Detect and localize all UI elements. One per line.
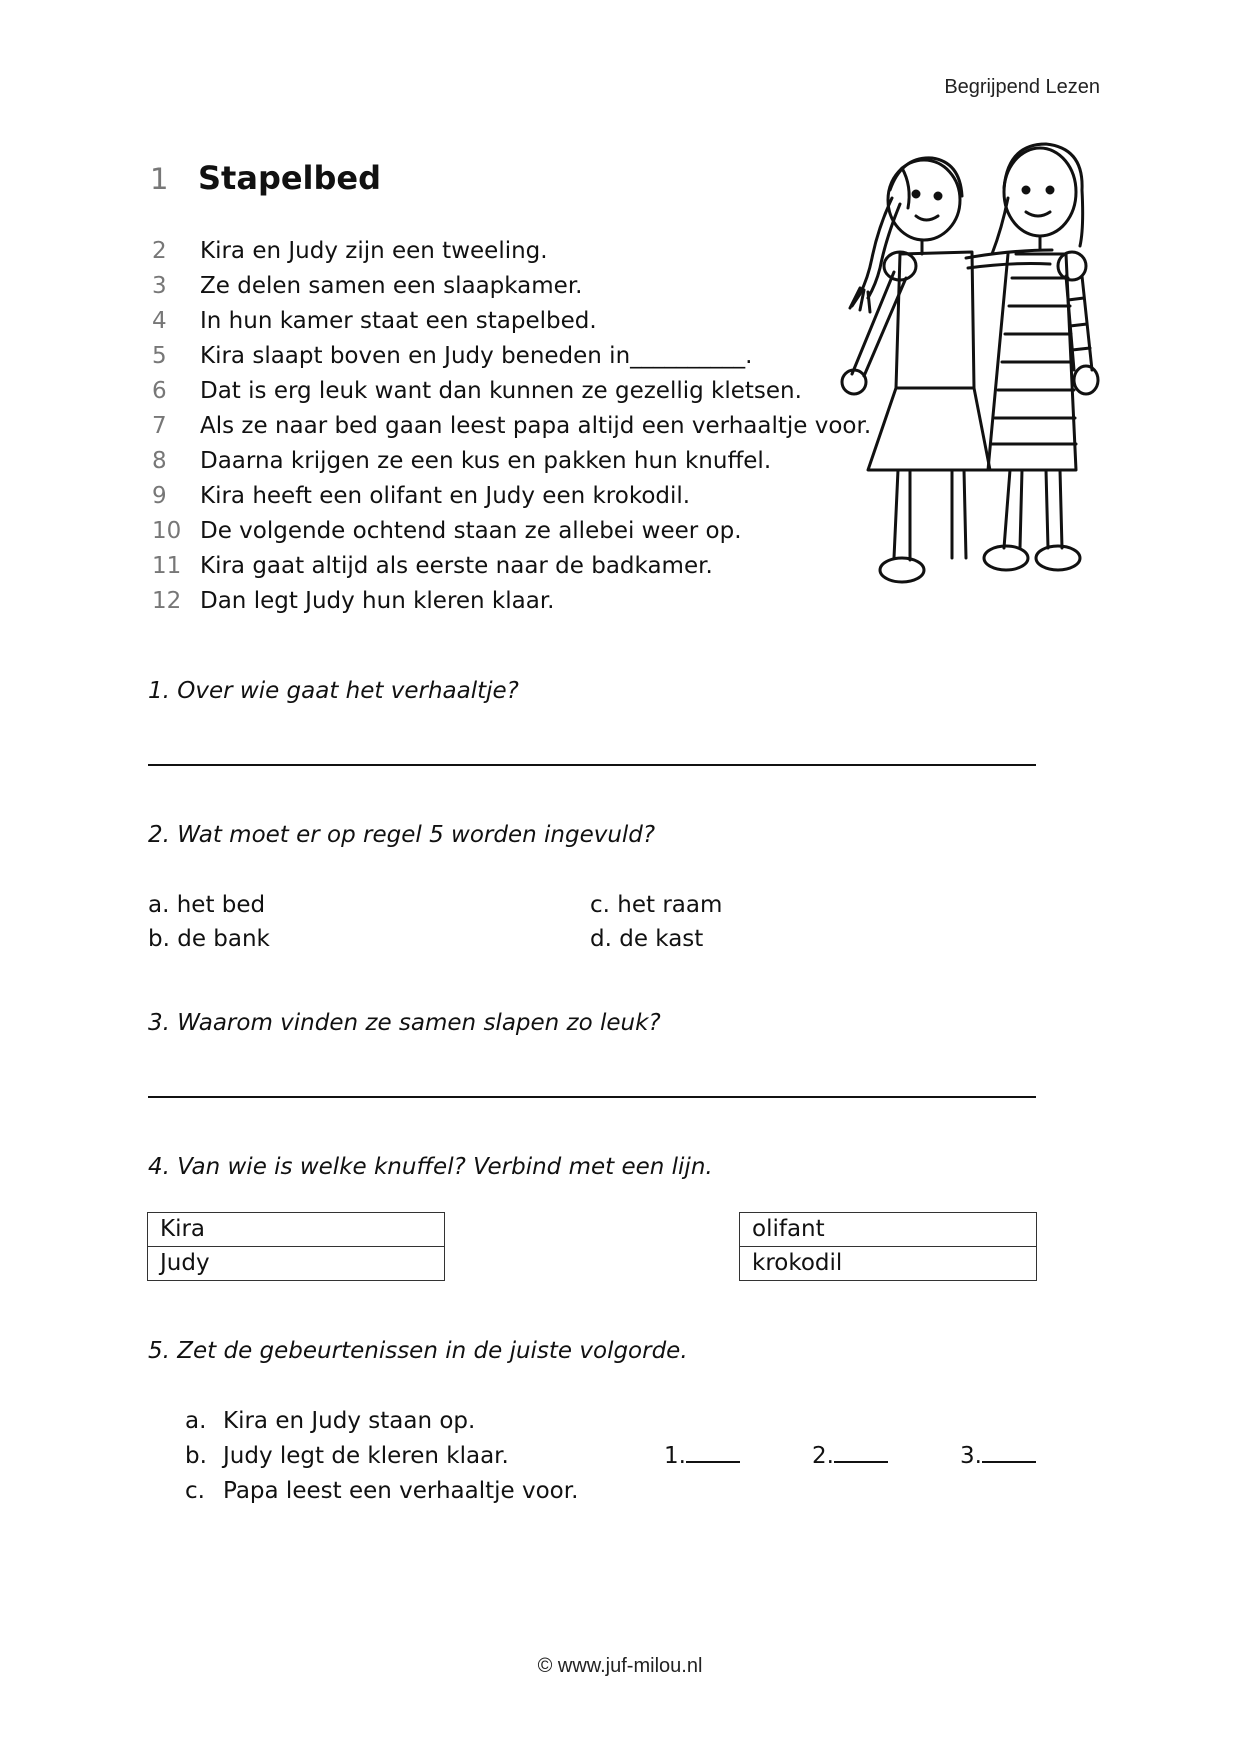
girl2-head [1004, 148, 1076, 236]
story-line [152, 304, 871, 339]
two-girls-drawing-icon [812, 138, 1132, 612]
line-number: 5 [152, 343, 167, 369]
event-text: Papa leest een verhaaltje voor. [223, 1478, 579, 1504]
answer-line-1[interactable] [148, 764, 1036, 766]
event-item [185, 1439, 578, 1474]
slot-blank[interactable] [982, 1439, 1036, 1463]
line-text: De volgende ochtend staan ze allebei weer op. [200, 518, 742, 544]
page-title [150, 158, 381, 199]
line-number: 3 [152, 273, 167, 299]
header-label: Begrijpend Lezen [944, 76, 1100, 98]
event-text: Kira en Judy staan op. [223, 1408, 476, 1434]
story-text [152, 234, 871, 619]
footer-copyright: © www.juf-milou.nl [537, 1655, 703, 1677]
event-item [185, 1474, 578, 1509]
story-line [152, 374, 871, 409]
slot-label: 1. [664, 1443, 686, 1469]
title-text: Stapelbed [198, 159, 382, 197]
line-text: Kira slaapt boven en Judy beneden in__________. [200, 343, 753, 369]
line-number: 9 [152, 483, 167, 509]
girl1-body [896, 252, 974, 388]
event-item [185, 1404, 578, 1439]
slot-blank[interactable] [834, 1439, 888, 1463]
line-text: Kira gaat altijd als eerste naar de badkamer. [200, 553, 713, 579]
line-number: 10 [152, 518, 182, 544]
girl1-skirt [868, 388, 990, 470]
slot-blank[interactable] [686, 1439, 740, 1463]
story-line [152, 234, 871, 269]
line-number: 4 [152, 308, 167, 334]
match-toy-olifant[interactable]: olifant [740, 1213, 1037, 1247]
option-a[interactable]: a. het bed [148, 892, 266, 918]
question-3: 3. Waarom vinden ze samen slapen zo leuk? [148, 1010, 661, 1036]
story-line [152, 549, 871, 584]
line-number: 7 [152, 413, 167, 439]
line-text: Als ze naar bed gaan leest papa altijd een verhaaltje voor. [200, 413, 872, 439]
line-text: In hun kamer staat een stapelbed. [200, 308, 597, 334]
line-number: 2 [152, 238, 167, 264]
event-letter: b. [185, 1443, 207, 1469]
match-name-kira[interactable]: Kira [148, 1213, 445, 1247]
option-c[interactable]: c. het raam [590, 892, 723, 918]
line-text: Ze delen samen een slaapkamer. [200, 273, 583, 299]
match-toy-krokodil[interactable]: krokodil [740, 1247, 1037, 1281]
story-line [152, 514, 871, 549]
line-text: Kira heeft een olifant en Judy een krokodil. [200, 483, 691, 509]
girl1-hair [890, 158, 962, 196]
event-letter: c. [185, 1478, 205, 1504]
slot-label: 3. [960, 1443, 982, 1469]
story-line [152, 584, 871, 619]
slot-label: 2. [812, 1443, 834, 1469]
match-name-judy[interactable]: Judy [148, 1247, 445, 1281]
order-slot-2[interactable] [812, 1439, 888, 1474]
event-text: Judy legt de kleren klaar. [223, 1443, 509, 1469]
story-line [152, 479, 871, 514]
story-line [152, 444, 871, 479]
event-letter: a. [185, 1408, 207, 1434]
order-slot-3[interactable] [960, 1439, 1036, 1474]
answer-line-3[interactable] [148, 1096, 1036, 1098]
option-d[interactable]: d. de kast [590, 926, 704, 952]
events-list [185, 1404, 578, 1509]
line-text: Kira en Judy zijn een tweeling. [200, 238, 548, 264]
line-number: 8 [152, 448, 167, 474]
line-number: 11 [152, 553, 182, 579]
question-5: 5. Zet de gebeurtenissen in de juiste volgorde. [148, 1338, 688, 1364]
question-4: 4. Van wie is welke knuffel? Verbind met een lijn. [148, 1154, 713, 1180]
title-line-number: 1 [150, 162, 169, 196]
line-text: Dat is erg leuk want dan kunnen ze gezellig kletsen. [200, 378, 802, 404]
story-line [152, 409, 871, 444]
line-text: Dan legt Judy hun kleren klaar. [200, 588, 555, 614]
names-table [147, 1212, 445, 1281]
line-number: 12 [152, 588, 182, 614]
question-2: 2. Wat moet er op regel 5 worden ingevuld? [148, 822, 656, 848]
story-line [152, 339, 871, 374]
cuddly-toys-table [739, 1212, 1037, 1281]
story-line [152, 269, 871, 304]
order-slot-1[interactable] [664, 1439, 740, 1474]
line-text: Daarna krijgen ze een kus en pakken hun knuffel. [200, 448, 772, 474]
line-number: 6 [152, 378, 167, 404]
question-1: 1. Over wie gaat het verhaaltje? [148, 678, 519, 704]
option-b[interactable]: b. de bank [148, 926, 270, 952]
